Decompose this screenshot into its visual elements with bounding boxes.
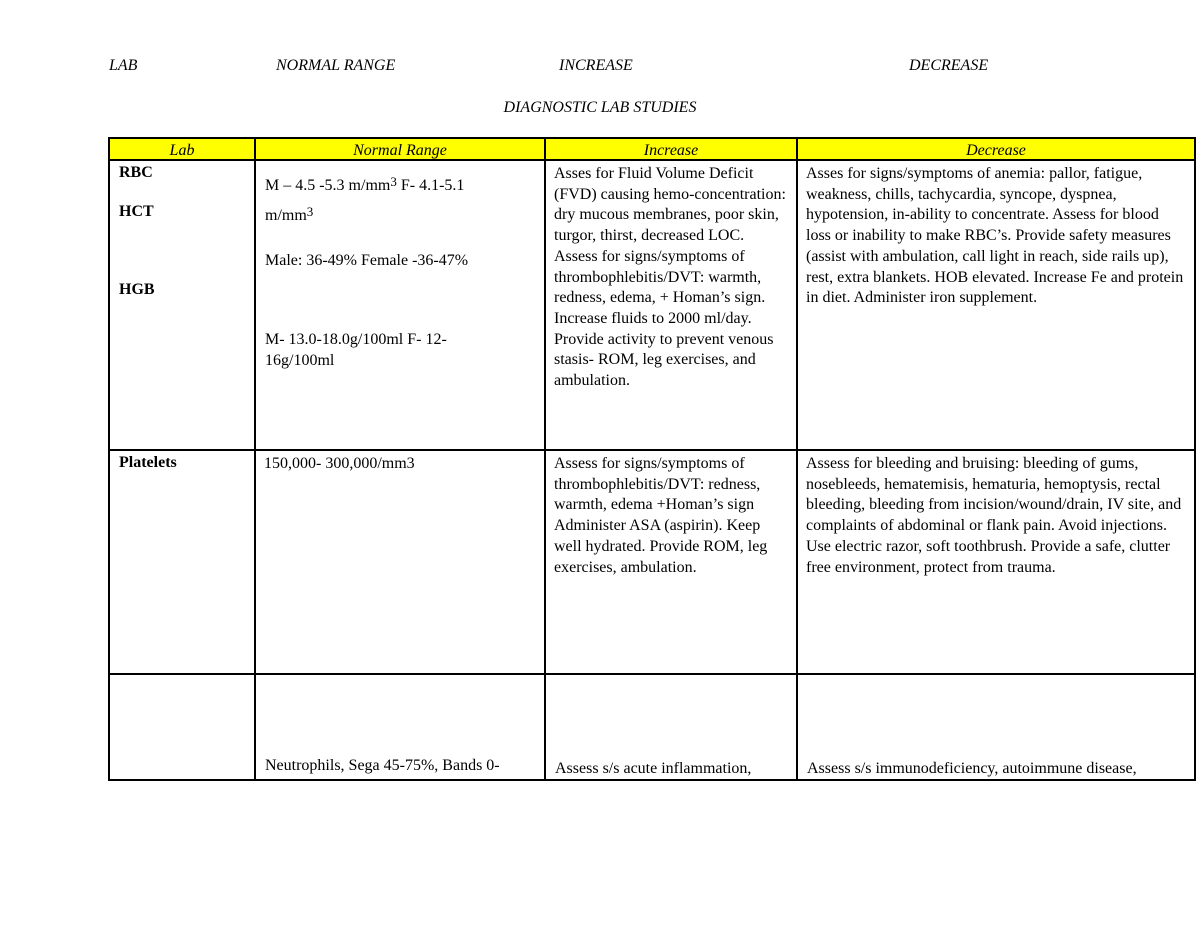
increase-cell-rbc: Asses for Fluid Volume Deficit (FVD) causing hemo-concentration: dry mucous membranes, poor skin, turgor, thirst, decreased LOC. Assess for signs/symptoms of thrombophlebitis/DVT: warmth, redness, edema, + Homan’s sign. Increase fluids to 2000 ml/day. Provide activity to prevent venous stasis- ROM, leg exercises, and ambulation. [546,161,798,451]
normal-range-cell-platelets: 150,000- 300,000/mm3 [256,451,546,675]
lab-table [108,137,1196,781]
neutrophils-range: Neutrophils, Sega 45-75%, Bands 0- [265,757,500,774]
header-normal-range: NORMAL RANGE [276,57,396,74]
hct-range: Male: 36-49% Female -36-47% [265,252,469,269]
rbc-range-line1: M – 4.5 -5.3 $m/mm^3$ F- 4.1-5.1 [265,174,465,194]
increase-cell-platelets: Assess for signs/symptoms of thrombophlebitis/DVT: redness, warmth, edema +Homan’s sign Administer ASA (aspirin). Keep well hydrated. Provide ROM, leg exercises, ambulation. [546,451,798,675]
normal-range-cell-wbc [256,675,546,781]
col-header-normal-range: Normal Range [256,139,546,161]
lab-name-platelets: Platelets [119,454,177,471]
lab-cell-rbc-hct-hgb [110,161,256,451]
lab-name-rbc: RBC [119,164,153,181]
rbc-range-line2: $m/mm^3$ [265,204,314,224]
lab-name-hct: HCT [119,203,154,220]
lab-name-hgb: HGB [119,281,155,298]
normal-range-cell-rbc [256,161,546,451]
increase-cell-wbc [546,675,798,781]
decrease-cell-wbc [798,675,1196,781]
header-lab: LAB [109,57,138,74]
lab-cell-wbc [110,675,256,781]
hgb-range: M- 13.0-18.0g/100ml F- 12-16g/100ml [265,331,447,369]
wbc-decrease-text: Assess s/s immunodeficiency, autoimmune disease, [807,760,1137,777]
col-header-lab: Lab [110,139,256,161]
header-increase: INCREASE [559,57,633,74]
col-header-decrease: Decrease [798,139,1196,161]
decrease-cell-rbc: Asses for signs/symptoms of anemia: pallor, fatigue, weakness, chills, tachycardia, syncope, dyspnea, hypotension, in-ability to concentrate. Assess for blood loss or inability to make RBC’s. Provide safety measures (assist with ambulation, call light in reach, side rails up), rest, extra blankets. HOB elevated. Increase Fe and protein in diet. Administer iron supplement. [798,161,1196,451]
page-title: DIAGNOSTIC LAB STUDIES [503,99,697,116]
header-decrease: DECREASE [909,57,989,74]
decrease-cell-platelets: Assess for bleeding and bruising: bleeding of gums, nosebleeds, hematemisis, hematuria, hemoptysis, rectal bleeding, bleeding from incision/wound/drain, IV site, and complaints of abdominal or flank pain. Avoid injections. Use electric razor, soft toothbrush. Provide a safe, clutter free environment, protect from trauma. [798,451,1196,675]
wbc-increase-text: Assess s/s acute inflammation, [555,760,752,777]
col-header-increase: Increase [546,139,798,161]
lab-cell-platelets [110,451,256,675]
